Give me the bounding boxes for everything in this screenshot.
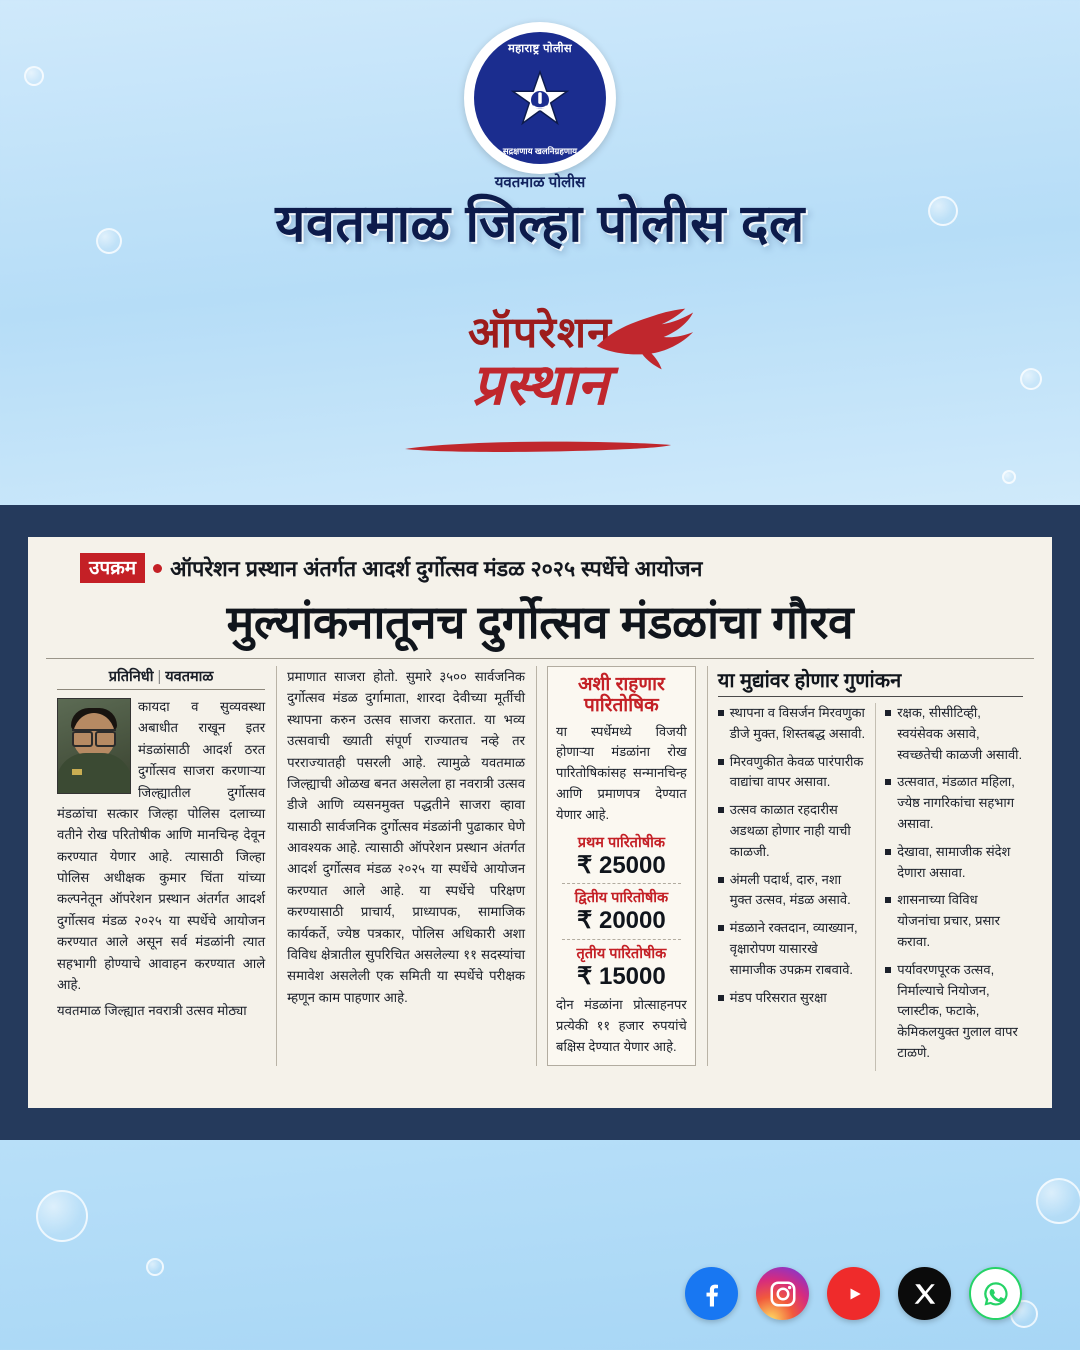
logo-bottom-text: सद्रक्षणाय खलनिग्रहणाय: [502, 146, 578, 156]
operation-logo-line1: ऑपरेशन: [467, 309, 613, 357]
prize-intro-text: या स्पर्धेमध्ये विजयी होणाऱ्या मंडळांना रोख पारितोषिकांसह सन्मानचिन्ह आणि प्रमाणपत्र देण्यात येणार आहे.: [556, 723, 687, 822]
criteria-heading: या मुद्यांवर होणार गुणांकन: [718, 666, 1023, 697]
whatsapp-icon[interactable]: [969, 1267, 1022, 1320]
article-column-1: [46, 666, 276, 1066]
byline-role: प्रतिनिधी: [108, 669, 154, 685]
operation-prasthan-logo: [375, 309, 705, 457]
logo-disc: [464, 22, 616, 174]
article-column-3: [536, 666, 707, 1066]
prize-footer-text: दोन मंडळांना प्रोत्साहनपर प्रत्येकी ११ हजार रुपयांचे बक्षिस देण्यात येणार आहे.: [556, 997, 687, 1054]
photo-glasses: [72, 729, 116, 741]
prize-divider: [562, 939, 681, 940]
instagram-icon[interactable]: [756, 1267, 809, 1320]
newspaper-clipping: [28, 537, 1052, 1108]
article-body-2: [287, 666, 525, 1008]
article-column-4: [707, 666, 1034, 1066]
youtube-icon[interactable]: [827, 1267, 880, 1320]
criteria-item: मंडप परिसरात सुरक्षा: [718, 988, 865, 1009]
article-headline: मुल्यांकनातूनच दुर्गोत्सव मंडळांचा गौरव: [226, 596, 854, 648]
article-paragraph: कायदा व सुव्यवस्था अबाधीत राखून इतर मंडळांसाठी आदर्श ठरत दुर्गोत्सव साजरा करणाऱ्या जिल्ह्यातील दुर्गोत्सव मंडळांचा सत्कार जिल्हा पोलिस दलाच्या वतीने रोख परितोषीक आणि मानचिन्ह देवून करण्यात येणार आहे. त्यासाठी जिल्हा पोलिस अधीक्षक कुमार चिंता यांच्या कल्पनेतून ऑपरेशन प्रस्थान अंतर्गत आदर्श दुर्गोत्सव मंडळ २०२५ या स्पर्धेचे आयोजन करण्यात आले असून सर्व मंडळांनी त्यात सहभागी होण्याचे आवाहन करण्यात आले आहे.: [57, 699, 266, 992]
criteria-item: शासनाच्या विविध योजनांचा प्रचार, प्रसार करावा.: [885, 890, 1023, 952]
criteria-item: मिरवणुकीत केवळ पारंपारीक वाद्यांचा वापर असावा.: [718, 752, 865, 794]
header-section: [0, 0, 1080, 505]
prize-box-title: [556, 674, 687, 717]
criteria-item: रक्षक, सीसीटिव्ही, स्वयंसेवक असावे, स्वच्छतेची काळजी असावी.: [885, 703, 1023, 765]
criteria-item: उत्सव काळात रहदारीस अडथळा होणार नाही याची काळजी.: [718, 800, 865, 862]
criteria-item: देखावा, सामाजीक संदेश देणारा असावा.: [885, 842, 1023, 884]
photo-badge: [72, 769, 82, 775]
police-logo: [464, 22, 616, 191]
byline: प्रतिनिधी | यवतमाळ: [57, 666, 265, 690]
criteria-item: उत्सवात, मंडळात महिला, ज्येष्ठ नागरिकांचा सहभाग असावा.: [885, 772, 1023, 834]
bullet-dot-icon: [153, 564, 162, 573]
criteria-column-right: [875, 703, 1023, 1071]
social-links: [685, 1267, 1022, 1320]
eagle-icon: [591, 306, 699, 372]
prize-item: [556, 832, 687, 880]
officer-photo: [57, 698, 131, 794]
prize-title-line2: पारितोषिक: [584, 695, 659, 717]
facebook-icon[interactable]: [685, 1267, 738, 1320]
prize-label: तृतीय पारितोषीक: [576, 945, 667, 962]
prize-item: [556, 943, 687, 991]
criteria-columns: [718, 703, 1023, 1071]
headline-rule: [46, 658, 1034, 659]
photo-uniform: [57, 753, 131, 793]
article-body-1: [57, 696, 265, 1022]
prize-divider: [562, 883, 681, 884]
x-twitter-icon[interactable]: [898, 1267, 951, 1320]
newspaper-clipping-frame: [0, 505, 1080, 1140]
prize-title-line1: अशी राहणार: [577, 674, 665, 695]
prize-box: [547, 666, 696, 1066]
operation-logo-line2: प्रस्थान: [471, 353, 609, 417]
article-paragraph: प्रमाणात साजरा होतो. सुमारे ३५०० सार्वजनिक दुर्गोत्सव मंडळ दुर्गामाता, शारदा देवीच्या मूर्तीची स्थापना करुन उत्सव साजरा करतात. या भव्य उत्सवाची ख्याती संपूर्ण राज्यातच नव्हे तर परराज्यातही पसरली आहे. त्यामुळे यवतमाळ जिल्ह्याची ओळख बनत असलेला हा नवरात्री उत्सव डीजे आणि व्यसनमुक्त पद्धतीने साजरा व्हावा यासाठी सार्वजनिक दुर्गोत्सव मंडळांनी पुढाकार घेणे आवश्यक आहे. त्यासाठी ऑपरेशन प्रस्थान अंतर्गत आदर्श दुर्गोत्सव मंडळ २०२५ या स्पर्धेचे आयोजन करण्यात आले आहे. या स्पर्धेचे परिक्षण करण्यासाठी प्राचार्य, प्राध्यापक, सामाजिक कार्यकर्ते, ज्येष्ठ पत्रकार, पोलिस अधिकारी अशा विविध क्षेत्रातील सुपरिचित असलेल्या ११ सदस्यांचा समावेश असलेली एक समिती या स्पर्धेचे परीक्षक म्हणून काम पाहणार आहे.: [287, 669, 526, 1005]
logo-swoosh-icon: [403, 439, 679, 455]
prize-amount: ₹ 25000: [577, 851, 666, 879]
police-star-icon: [509, 70, 571, 132]
byline-place: यवतमाळ: [165, 669, 214, 685]
footer-section: [0, 1140, 1080, 1350]
article-columns: [46, 666, 1034, 1066]
logo-caption: यवतमाळ पोलीस: [494, 174, 586, 191]
kicker-row: [46, 551, 1034, 587]
prize-item: [556, 887, 687, 935]
prize-label: द्वितीय पारितोषीक: [574, 890, 669, 907]
prize-amount: ₹ 20000: [577, 907, 666, 935]
criteria-column-left: [718, 703, 865, 1071]
logo-inner-circle: [474, 32, 606, 164]
logo-top-text: महाराष्ट्र पोलीस: [507, 43, 572, 55]
article-column-2: [276, 666, 536, 1066]
criteria-item: अंमली पदार्थ, दारु, नशा मुक्त उत्सव, मंडळ असावे.: [718, 870, 865, 912]
kicker-text: ऑपरेशन प्रस्थान अंतर्गत आदर्श दुर्गोत्सव मंडळ २०२५ स्पर्धेचे आयोजन: [170, 556, 703, 581]
criteria-item: मंडळाने रक्तदान, व्याख्यान, वृक्षारोपण यासारखे सामाजीक उपक्रम राबवावे.: [718, 918, 865, 980]
prize-label: प्रथम पारितोषीक: [577, 834, 665, 851]
article-paragraph: यवतमाळ जिल्ह्यात नवरात्री उत्सव मोठ्या: [57, 1003, 247, 1019]
kicker-tag: उपक्रम: [80, 553, 145, 583]
criteria-item: पर्यावरणपूरक उत्सव, निर्माल्याचे नियोजन, प्लास्टीक, फटाके, केमिकलयुक्त गुलाल वापर टाळणे.: [885, 960, 1023, 1064]
prize-amount: ₹ 15000: [577, 962, 666, 990]
criteria-item: स्थापना व विसर्जन मिरवणुका डीजे मुक्त, शिस्तबद्ध असावी.: [718, 703, 865, 745]
page-title: यवतमाळ जिल्हा पोलीस दल: [275, 195, 805, 253]
